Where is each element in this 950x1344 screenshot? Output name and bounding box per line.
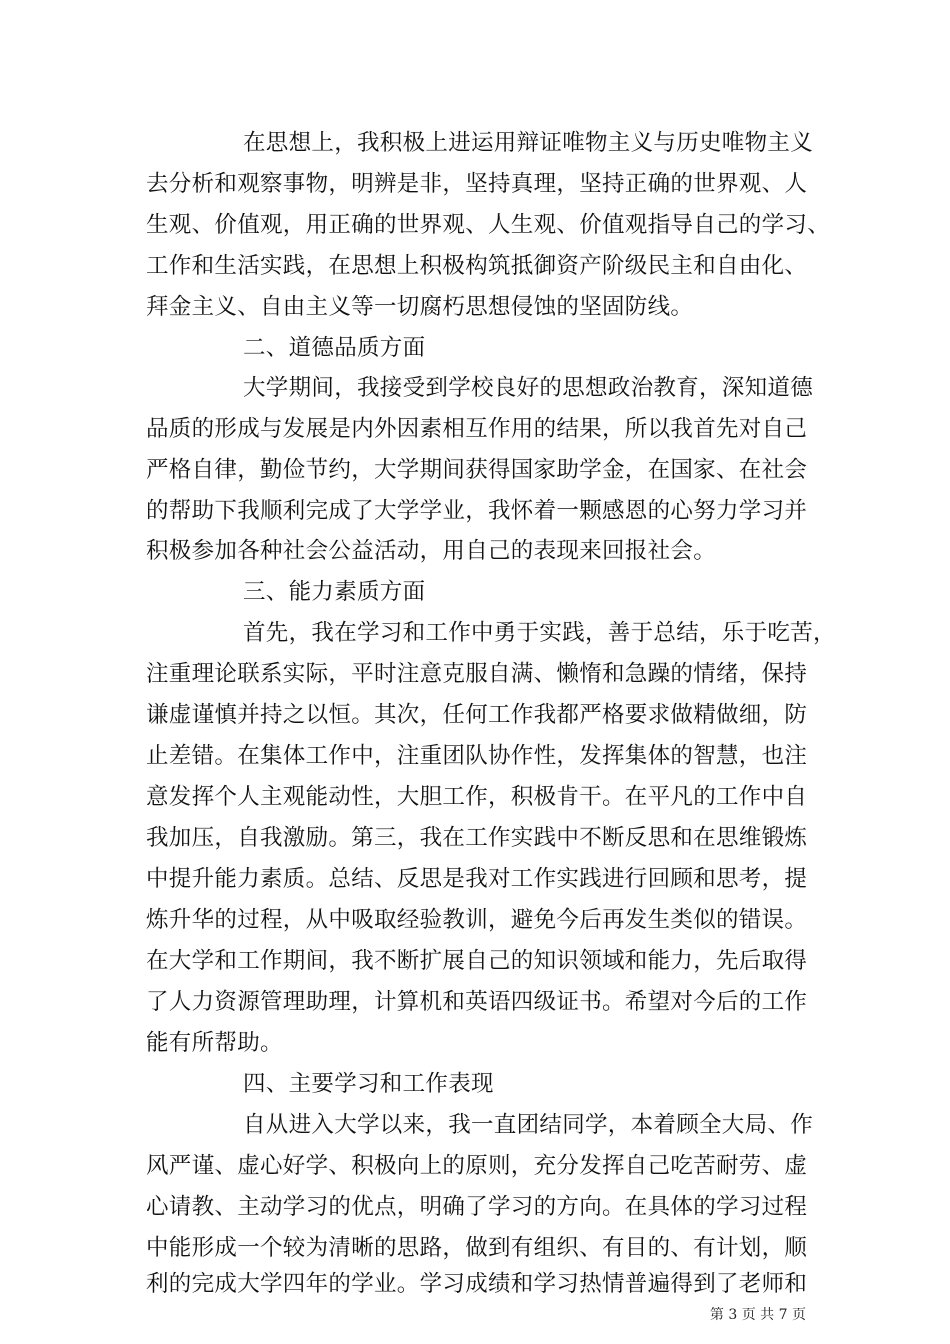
section-heading: 四、主要学习和工作表现 (243, 1071, 494, 1097)
paragraph-line: 中提升能力素质。总结、反思是我对工作实践进行回顾和思考，提 (146, 866, 808, 892)
paragraph-line: 中能形成一个较为清晰的思路，做到有组织、有目的、有计划，顺 (146, 1235, 808, 1261)
paragraph-line: 的帮助下我顺利完成了大学学业，我怀着一颗感恩的心努力学习并 (146, 498, 808, 524)
paragraph-line: 我加压，自我激励。第三，我在工作实践中不断反思和在思维锻炼 (146, 825, 808, 851)
paragraph-line: 品质的形成与发展是内外因素相互作用的结果，所以我首先对自己 (146, 416, 808, 442)
paragraph-line: 炼升华的过程，从中吸取经验教训，避免今后再发生类似的错误。 (146, 907, 808, 933)
paragraph-line: 自从进入大学以来，我一直团结同学，本着顾全大局、作 (243, 1112, 814, 1138)
paragraph-line: 止差错。在集体工作中，注重团队协作性，发挥集体的智慧，也注 (146, 743, 808, 769)
paragraph-line: 风严谨、虚心好学、积极向上的原则，充分发挥自己吃苦耐劳、虚 (146, 1153, 808, 1179)
paragraph-line: 能有所帮助。 (146, 1030, 283, 1056)
paragraph-line: 积极参加各种社会公益活动，用自己的表现来回报社会。 (146, 538, 717, 564)
paragraph-line: 拜金主义、自由主义等一切腐朽思想侵蚀的坚固防线。 (146, 294, 694, 320)
paragraph-line: 首先，我在学习和工作中勇于实践，善于总结，乐于吃苦， (243, 620, 836, 646)
paragraph-line: 利的完成大学四年的学业。学习成绩和学习热情普遍得到了老师和 (146, 1271, 808, 1297)
paragraph-line: 注重理论联系实际，平时注意克服自满、懒惰和急躁的情绪，保持 (146, 661, 808, 687)
paragraph-line: 在思想上，我积极上进运用辩证唯物主义与历史唯物主义 (243, 130, 814, 156)
section-heading: 三、能力素质方面 (243, 579, 426, 605)
paragraph-line: 严格自律，勤俭节约，大学期间获得国家助学金，在国家、在社会 (146, 457, 808, 483)
paragraph-line: 生观、价值观，用正确的世界观、人生观、价值观指导自己的学习、 (146, 212, 831, 238)
paragraph-line: 在大学和工作期间，我不断扩展自己的知识领域和能力，先后取得 (146, 948, 808, 974)
paragraph-line: 了人力资源管理助理，计算机和英语四级证书。希望对今后的工作 (146, 989, 808, 1015)
paragraph-line: 意发挥个人主观能动性，大胆工作，积极肯干。在平凡的工作中自 (146, 784, 808, 810)
paragraph-line: 工作和生活实践，在思想上积极构筑抵御资产阶级民主和自由化、 (146, 253, 808, 279)
section-heading: 二、道德品质方面 (243, 335, 426, 361)
paragraph-line: 大学期间，我接受到学校良好的思想政治教育，深知道德 (243, 375, 814, 401)
page-number-footer: 第 3 页 共 7 页 (709, 1307, 806, 1323)
paragraph-line: 心请教、主动学习的优点，明确了学习的方向。在具体的学习过程 (146, 1194, 808, 1220)
paragraph-line: 谦虚谨慎并持之以恒。其次，任何工作我都严格要求做精做细，防 (146, 702, 808, 728)
paragraph-line: 去分析和观察事物，明辨是非，坚持真理，坚持正确的世界观、人 (146, 171, 808, 197)
